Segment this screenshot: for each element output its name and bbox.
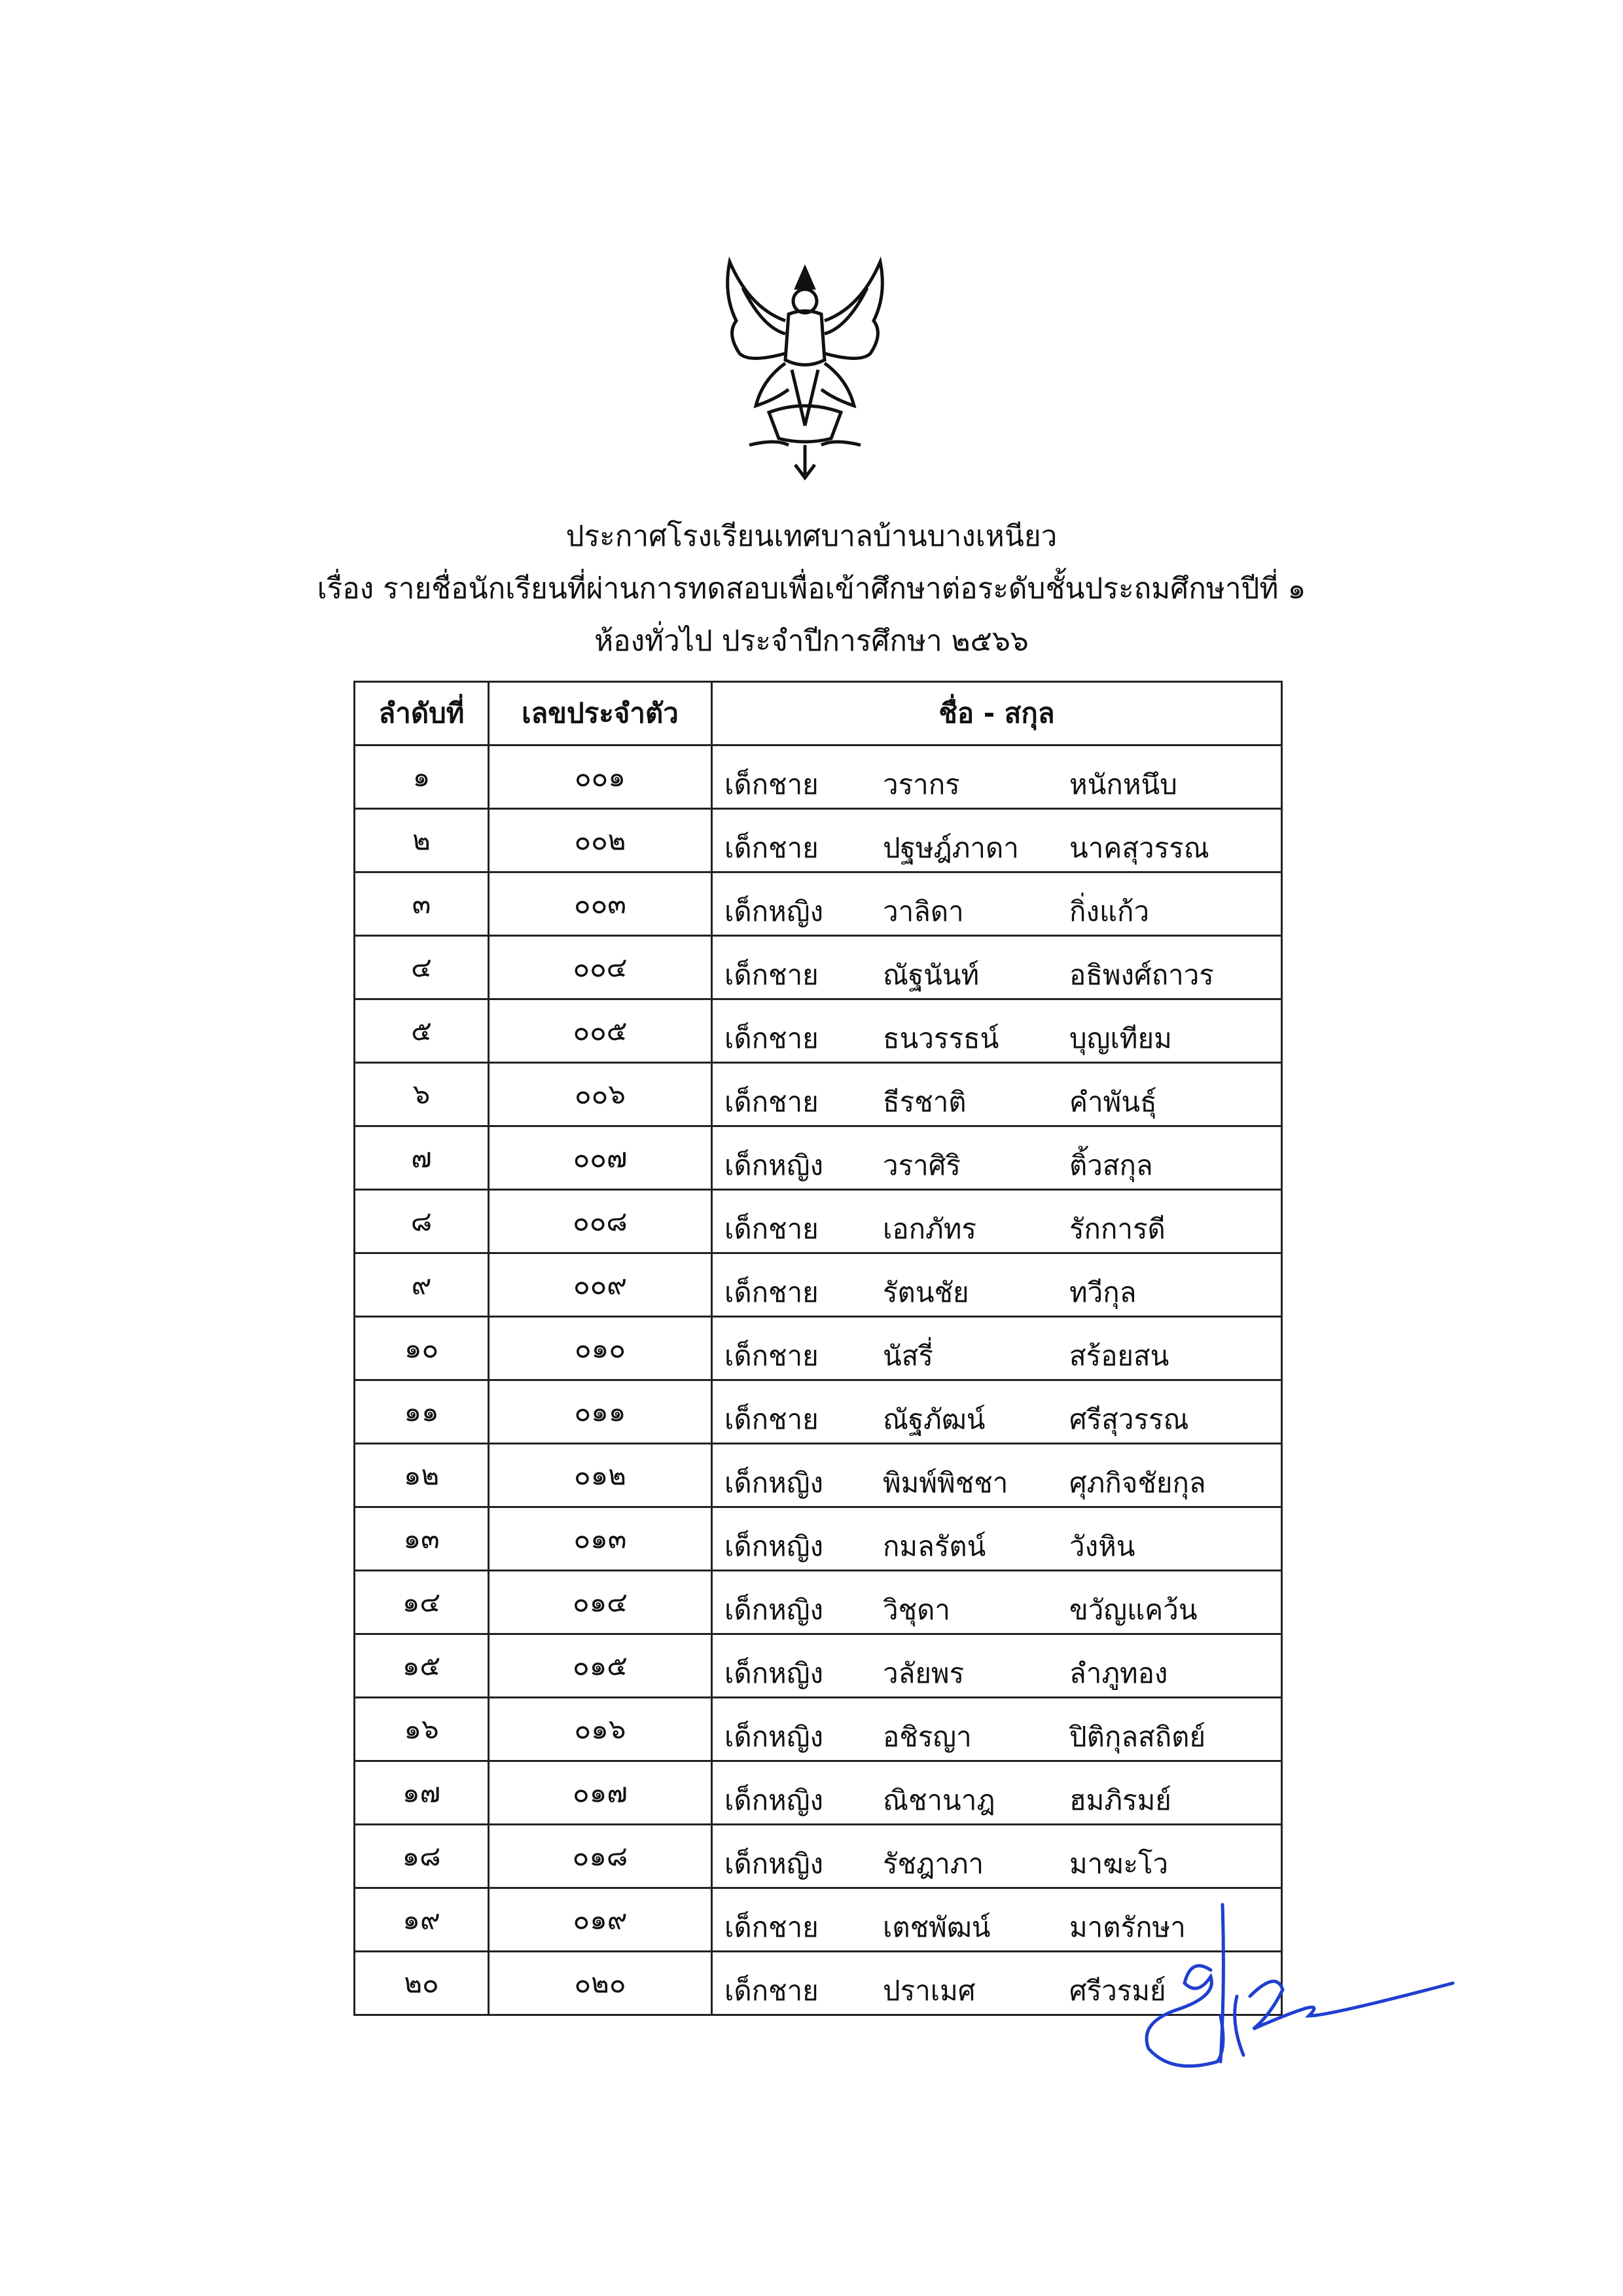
student-id: ๐๑๓	[489, 1507, 712, 1571]
row-number: ๔	[355, 936, 489, 999]
student-id: ๐๑๖	[489, 1698, 712, 1761]
student-name	[712, 745, 1282, 809]
row-number: ๑๖	[355, 1698, 489, 1761]
row-number: ๑๔	[355, 1571, 489, 1634]
row-number: ๓	[355, 872, 489, 936]
announcement-year: ห้องทั่วไป ประจำปีการศึกษา ๒๕๖๖	[594, 624, 1029, 658]
last-name: กิ่งแก้ว	[1069, 895, 1150, 927]
table-row	[355, 1063, 1282, 1126]
table-row	[355, 1825, 1282, 1888]
garuda-emblem-icon	[710, 249, 900, 484]
last-name: หนักหนึบ	[1069, 768, 1177, 800]
first-name: ปฐษฎ์ภาดา	[883, 832, 1019, 864]
row-number: ๑๓	[355, 1507, 489, 1571]
student-id: ๐๑๑	[489, 1380, 712, 1444]
table-row	[355, 1253, 1282, 1317]
student-name	[712, 1253, 1282, 1317]
last-name: มาฆะโว	[1069, 1848, 1169, 1880]
table-row	[355, 999, 1282, 1063]
name-prefix: เด็กหญิง	[724, 1594, 824, 1626]
name-prefix: เด็กหญิง	[724, 1530, 824, 1562]
table-row	[355, 1761, 1282, 1825]
name-prefix: เด็กหญิง	[724, 1657, 824, 1689]
name-prefix: เด็กชาย	[724, 1911, 819, 1943]
table-row	[355, 1571, 1282, 1634]
first-name: วิชุดา	[883, 1594, 950, 1626]
announcement-subject: เรื่อง รายชื่อนักเรียนที่ผ่านการทดสอบเพื่อเข้าศึกษาต่อระดับชั้นประถมศึกษาปีที่ ๑	[317, 572, 1306, 605]
table-row	[355, 809, 1282, 872]
student-list-table	[353, 681, 1283, 2016]
table-row	[355, 1698, 1282, 1761]
student-name	[712, 1063, 1282, 1126]
last-name: นาคสุวรรณ	[1069, 832, 1209, 864]
first-name: วาลิดา	[883, 895, 964, 927]
last-name: ศุภกิจชัยกุล	[1069, 1467, 1206, 1499]
student-id: ๐๑๒	[489, 1444, 712, 1507]
name-prefix: เด็กชาย	[724, 1022, 819, 1054]
first-name: รัชฎาภา	[883, 1848, 984, 1880]
table-row	[355, 1507, 1282, 1571]
name-prefix: เด็กชาย	[724, 832, 819, 864]
last-name: ฮมภิรมย์	[1069, 1784, 1171, 1816]
student-id: ๐๐๒	[489, 809, 712, 872]
row-number: ๙	[355, 1253, 489, 1317]
last-name: ขวัญแคว้น	[1069, 1594, 1198, 1626]
row-number: ๑๗	[355, 1761, 489, 1825]
column-header-number: ลำดับที่	[355, 682, 489, 745]
student-id: ๐๐๙	[489, 1253, 712, 1317]
first-name: ปราเมศ	[883, 1975, 976, 2007]
student-id: ๐๐๕	[489, 999, 712, 1063]
first-name: เตชพัฒน์	[883, 1911, 991, 1943]
table-row	[355, 1634, 1282, 1698]
row-number: ๒	[355, 809, 489, 872]
student-name	[712, 1126, 1282, 1190]
last-name: ทวีกุล	[1069, 1276, 1137, 1308]
student-id: ๐๑๙	[489, 1888, 712, 1952]
table-row	[355, 1317, 1282, 1380]
name-prefix: เด็กชาย	[724, 1340, 819, 1372]
last-name: ติ้วสกุล	[1069, 1149, 1153, 1181]
table-row	[355, 1380, 1282, 1444]
name-prefix: เด็กหญิง	[724, 1467, 824, 1499]
name-prefix: เด็กหญิง	[724, 1149, 824, 1181]
student-name	[712, 1317, 1282, 1380]
first-name: ธีรชาติ	[883, 1086, 967, 1118]
table-row	[355, 1190, 1282, 1253]
student-name	[712, 872, 1282, 936]
student-id: ๐๐๘	[489, 1190, 712, 1253]
student-id: ๐๐๓	[489, 872, 712, 936]
student-id: ๐๐๔	[489, 936, 712, 999]
first-name: รัตนชัย	[883, 1276, 969, 1308]
student-name	[712, 1761, 1282, 1825]
name-prefix: เด็กชาย	[724, 768, 819, 800]
row-number: ๘	[355, 1190, 489, 1253]
table-row	[355, 1126, 1282, 1190]
first-name: วราศิริ	[883, 1149, 961, 1181]
name-prefix: เด็กชาย	[724, 1213, 819, 1245]
student-name	[712, 1380, 1282, 1444]
student-id: ๐๑๘	[489, 1825, 712, 1888]
student-name	[712, 1698, 1282, 1761]
row-number: ๕	[355, 999, 489, 1063]
first-name: กมลรัตน์	[883, 1530, 986, 1562]
student-id: ๐๑๕	[489, 1634, 712, 1698]
announcement-title: ประกาศโรงเรียนเทศบาลบ้านบางเหนียว	[565, 520, 1058, 553]
last-name: คำพันธุ์	[1069, 1086, 1157, 1118]
row-number: ๑	[355, 745, 489, 809]
last-name: ศรีสุวรรณ	[1069, 1403, 1189, 1435]
first-name: ณัฐภัฒน์	[883, 1403, 986, 1435]
student-name	[712, 1825, 1282, 1888]
first-name: นัสรี่	[883, 1340, 933, 1372]
last-name: อธิพงศ์ถาวร	[1069, 959, 1214, 991]
last-name: ศรีวรมย์	[1069, 1975, 1166, 2007]
first-name: วรากร	[883, 768, 960, 800]
student-name	[712, 936, 1282, 999]
table-header-row	[355, 682, 1282, 745]
last-name: สร้อยสน	[1069, 1340, 1169, 1372]
name-prefix: เด็กชาย	[724, 1975, 819, 2007]
student-id: ๐๑๗	[489, 1761, 712, 1825]
first-name: ณัฐนันท์	[883, 959, 980, 991]
student-name	[712, 1444, 1282, 1507]
row-number: ๑๕	[355, 1634, 489, 1698]
last-name: ปิติกุลสถิตย์	[1069, 1721, 1206, 1753]
student-name	[712, 1507, 1282, 1571]
first-name: วลัยพร	[883, 1657, 965, 1689]
signature	[1113, 1885, 1492, 2081]
row-number: ๑๙	[355, 1888, 489, 1952]
name-prefix: เด็กชาย	[724, 959, 819, 991]
table-row	[355, 1444, 1282, 1507]
row-number: ๒๐	[355, 1952, 489, 2015]
name-prefix: เด็กหญิง	[724, 1848, 824, 1880]
first-name: ธนวรรธน์	[883, 1022, 999, 1054]
row-number: ๑๑	[355, 1380, 489, 1444]
last-name: ลำภูทอง	[1069, 1657, 1168, 1689]
first-name: อชิรญา	[883, 1721, 972, 1753]
name-prefix: เด็กหญิง	[724, 1721, 824, 1753]
first-name: พิมพ์พิชชา	[883, 1467, 1008, 1499]
student-id: ๐๑๐	[489, 1317, 712, 1380]
table-row	[355, 745, 1282, 809]
row-number: ๖	[355, 1063, 489, 1126]
table-row	[355, 872, 1282, 936]
last-name: บุญเทียม	[1069, 1022, 1172, 1054]
student-name	[712, 1634, 1282, 1698]
column-header-student-id: เลขประจำตัว	[489, 682, 712, 745]
row-number: ๗	[355, 1126, 489, 1190]
first-name: เอกภัทร	[883, 1213, 976, 1245]
row-number: ๑๒	[355, 1444, 489, 1507]
name-prefix: เด็กหญิง	[724, 895, 824, 927]
last-name: รักการดี	[1069, 1213, 1166, 1245]
student-name	[712, 809, 1282, 872]
row-number: ๑๘	[355, 1825, 489, 1888]
name-prefix: เด็กหญิง	[724, 1784, 824, 1816]
student-name	[712, 1571, 1282, 1634]
table-row	[355, 936, 1282, 999]
row-number: ๑๐	[355, 1317, 489, 1380]
student-id: ๐๑๔	[489, 1571, 712, 1634]
column-header-full-name: ชื่อ - สกุล	[712, 682, 1282, 745]
name-prefix: เด็กชาย	[724, 1276, 819, 1308]
student-name	[712, 1190, 1282, 1253]
last-name: วังหิน	[1069, 1530, 1135, 1562]
student-id: ๐๐๗	[489, 1126, 712, 1190]
first-name: ณิชานาฎ	[883, 1784, 995, 1816]
student-id: ๐๐๑	[489, 745, 712, 809]
name-prefix: เด็กชาย	[724, 1403, 819, 1435]
name-prefix: เด็กชาย	[724, 1086, 819, 1118]
student-name	[712, 999, 1282, 1063]
last-name: มาตรักษา	[1069, 1911, 1186, 1943]
student-id: ๐๒๐	[489, 1952, 712, 2015]
student-id: ๐๐๖	[489, 1063, 712, 1126]
